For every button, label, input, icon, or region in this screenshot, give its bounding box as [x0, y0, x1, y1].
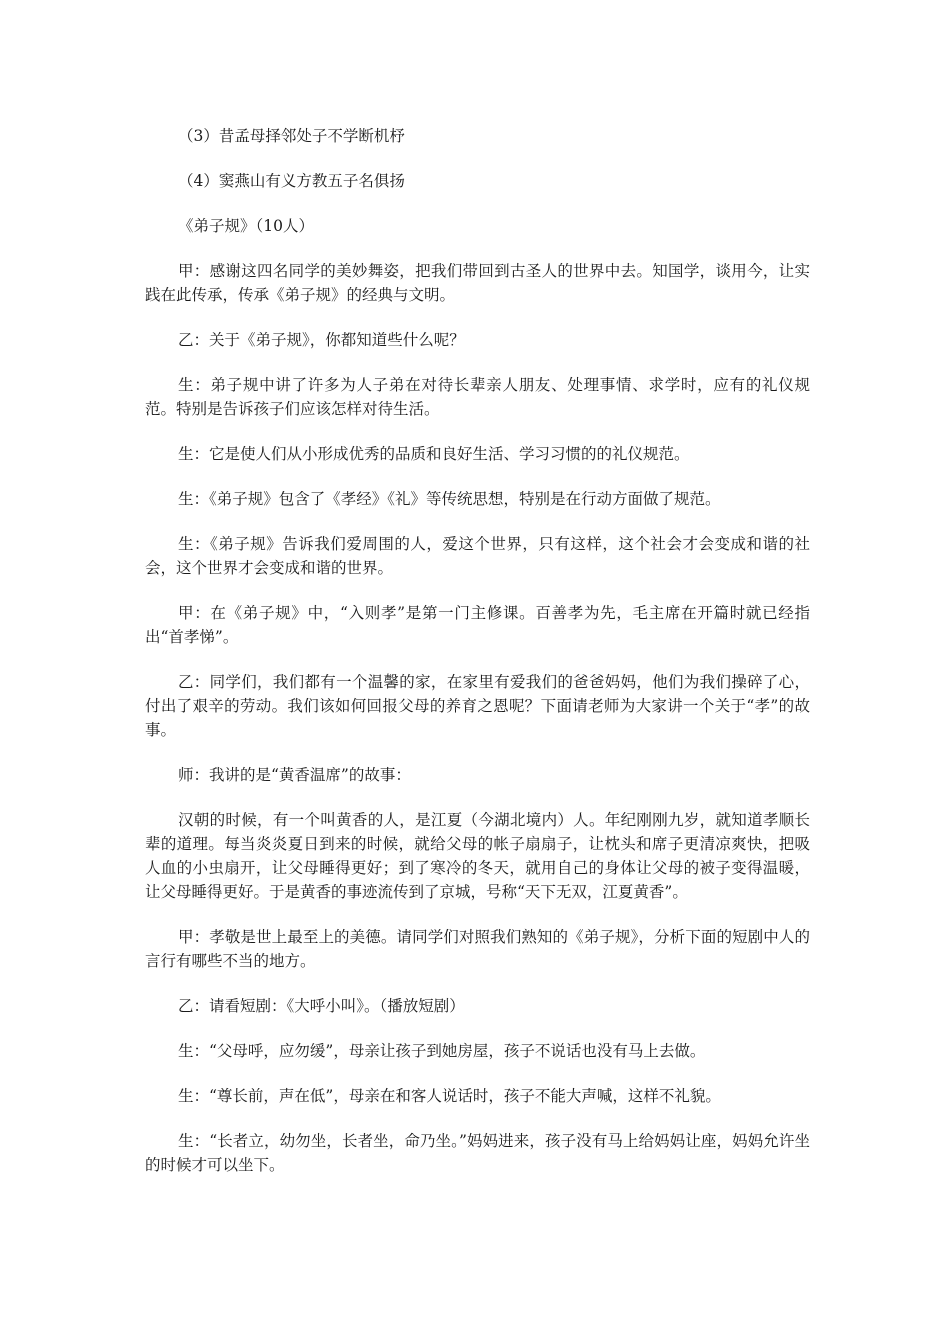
dialogue-line: 师：我讲的是“黄香温席”的故事：: [178, 766, 411, 784]
dialogue-line: 生：“长者立，幼勿坐，长者坐，命乃坐。”妈妈进来，孩子没有马上给妈妈让座，妈妈允许坐的时候才可以坐下。: [145, 1132, 810, 1174]
dialogue-line: 生：“父母呼，应勿缓”，母亲让孩子到她房屋，孩子不说话也没有马上去做。: [178, 1042, 706, 1060]
dialogue-line: 甲：孝敬是世上最至上的美德。请同学们对照我们熟知的《弟子规》，分析下面的短剧中人的言行有哪些不当的地方。: [145, 928, 810, 970]
section-heading: 《弟子规》（10人）: [178, 217, 314, 235]
dialogue-line: 乙：请看短剧：《大呼小叫》。（播放短剧）: [178, 997, 465, 1015]
list-item-meng-mother: （3）昔孟母择邻处子不学断机杼: [178, 127, 405, 145]
list-item-dou-yanshan: （4）窦燕山有义方教五子名俱扬: [178, 172, 405, 190]
dialogue-line: 生：它是使人们从小形成优秀的品质和良好生活、学习习惯的的礼仪规范。: [178, 445, 690, 463]
document-body: [145, 124, 810, 1198]
dialogue-line: 乙：关于《弟子规》，你都知道些什么呢？: [178, 331, 465, 349]
dialogue-line: 乙：同学们，我们都有一个温馨的家，在家里有爱我们的爸爸妈妈，他们为我们操碎了心，付出了艰辛的劳动。我们该如何回报父母的养育之恩呢？下面请老师为大家讲一个关于“孝”的故事。: [145, 673, 810, 739]
dialogue-line: 生：《弟子规》包含了《孝经》《礼》等传统思想，特别是在行动方面做了规范。: [178, 490, 721, 508]
dialogue-line: 生：弟子规中讲了许多为人子弟在对待长辈亲人朋友、处理事情、求学时，应有的礼仪规范。特别是告诉孩子们应该怎样对待生活。: [145, 376, 810, 418]
story-paragraph: 汉朝的时候，有一个叫黄香的人，是江夏（今湖北境内）人。年纪刚刚九岁，就知道孝顺长辈的道理。每当炎炎夏日到来的时候，就给父母的帐子扇扇子，让枕头和席子更清凉爽快，把吸人血的小虫扇开，让父母睡得更好；到了寒冷的冬天，就用自己的身体让父母的被子变得温暖，让父母睡得更好。于是黄香的事迹流传到了京城，号称“天下无双，江夏黄香”。: [145, 811, 810, 901]
dialogue-line: 甲：感谢这四名同学的美妙舞姿，把我们带回到古圣人的世界中去。知国学，谈用今，让实践在此传承，传承《弟子规》的经典与文明。: [145, 262, 810, 304]
dialogue-line: 生：“尊长前，声在低”，母亲在和客人说话时，孩子不能大声喊，这样不礼貌。: [178, 1087, 721, 1105]
dialogue-line: 甲：在《弟子规》中，“入则孝”是第一门主修课。百善孝为先，毛主席在开篇时就已经指出“首孝悌”。: [145, 604, 810, 646]
dialogue-line: 生：《弟子规》告诉我们爱周围的人，爱这个世界，只有这样，这个社会才会变成和谐的社会，这个世界才会变成和谐的世界。: [145, 535, 810, 577]
